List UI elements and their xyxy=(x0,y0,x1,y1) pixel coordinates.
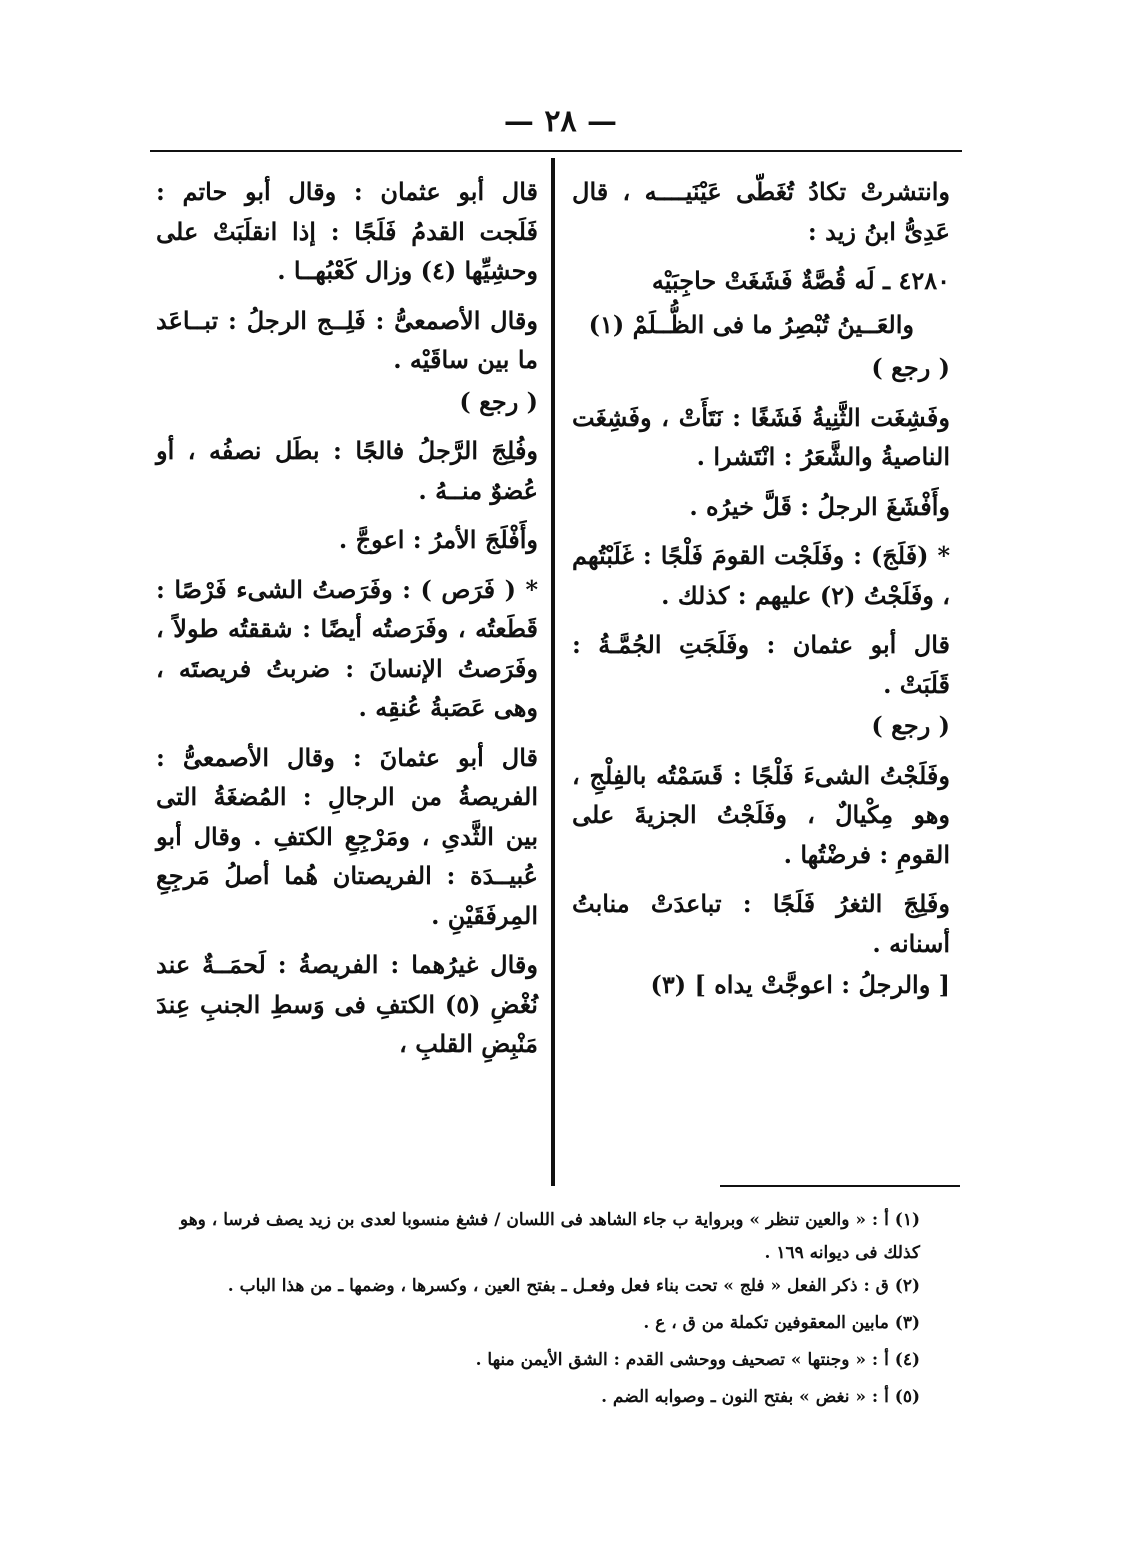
verse-line: ٤٢٨٠ ـ لَه قُصَّةٌ فَشَغَتْ حاجِبَيْه xyxy=(651,266,950,295)
entry-paragraph: * ( فَرَص ) : وفَرَصتُ الشىء فَرْصًا : قَطَعتُه ، وفَرَصتُه أيضًا : شققتُه طولاً ، وفَرَصتُ الإنسانَ : ضربتُ فريصتَه ، وهى عَصَبةُ عُنقِه . xyxy=(156,574,538,722)
page-number: — ٢٨ — xyxy=(503,104,618,139)
paragraph: وانتشرتْ تكادُ تُغَطّى عَيْنَيــــه ، قال عَدِىُّ ابنُ زيد : xyxy=(572,177,950,246)
paragraph: قال أبو عثمان : وقال أبو حاتم : فَلَجت القدمُ فَلَجًا : إذا انقلَبَتْ على وحشِيِّها (٤) وزال كَعْبُهــا . xyxy=(156,177,538,285)
footnotes xyxy=(150,1204,920,1418)
paragraph: وفَشِغَت الثَّنِيةُ فَشَغًا : نَتَأَتْ ، وفَشِغَت الناصيةُ والشَّعَرُ : انْتَشرا . xyxy=(572,402,950,471)
return-tag: ( رجع ) xyxy=(871,353,950,382)
right-column xyxy=(572,172,950,1015)
return-tag: ( رجع ) xyxy=(459,386,538,416)
paragraph: وقال غيرُهما : الفريصةُ : لَحمَــةٌ عند نُغْضِ (٥) الكتفِ فى وَسطِ الجنبِ عِندَ مَنْبِضِ القلبِ ، xyxy=(156,950,538,1058)
return-tag: ( رجع ) xyxy=(871,711,950,740)
paragraph: قال أبو عثمان : وفَلَجَتِ الجُمَّـةُ : قَلَبَتْ . xyxy=(572,630,950,699)
verse-line: والعَــينُ تُبْصِرُ ما فى الظُّــلَمْ (١) xyxy=(588,309,914,339)
header-rule xyxy=(150,150,962,152)
footnote: (٢) ق : ذكر الفعل « فلج » تحت بناء فعل وفعـل ـ بفتح العين ، وكسرها ، وضمها ـ من هذا الباب . xyxy=(227,1276,920,1296)
footnote-rule xyxy=(720,1185,960,1187)
footnote: (٣) مابين المعقوفين تكملة من ق ، ع . xyxy=(643,1313,920,1333)
paragraph: وأَفْلَجَ الأمرُ : اعوجَّ . xyxy=(338,525,538,554)
paragraph: [ والرجلُ : اعوجَّتْ يداه ] (٣) xyxy=(650,970,950,999)
paragraph: قال أبو عثمانَ : وقال الأصمعىُّ : الفريصةُ من الرجالِ : المُضغَةُ التى بين الثَّدىِ ، ومَرْجِعِ الكتفِ . وقال أبو عُبيــدَة : الفريصتان هُما أصلُ مَرجِعِ المِرفَقَيْنِ . xyxy=(156,742,538,930)
footnote: (٥) أ : « نغض » بفتح النون ـ وصوابه الضم . xyxy=(601,1387,920,1407)
paragraph: وأَفْشَغَ الرجلُ : قَلَّ خيرُه . xyxy=(689,491,950,521)
paragraph: وفَلَجْتُ الشىءَ فَلْجًا : قَسَمْتُه بالفِلْجِ ، وهو مِكْيالٌ ، وفَلَجْتُ الجزيةَ على القومِ : فرضْتُها . xyxy=(572,760,950,869)
entry-paragraph: * (فَلَجَ) : وفَلَجْت القومَ فَلْجًا : غَلَبْتُهم ، وفَلَجْتُ (٢) عليهم : كذلك . xyxy=(572,541,950,610)
paragraph: وفُلِجَ الرَّجلُ فالجًا : بطَل نصفُه ، أو عُضوٌ منــهُ . xyxy=(156,436,538,505)
footnote: (٤) أ : « وجنتها » تصحيف ووحشى القدم : الشق الأيمن منها . xyxy=(475,1350,920,1370)
column-divider xyxy=(551,158,555,1186)
paragraph: وفَلِجَ الثغرُ فَلَجًا : تباعدَتْ منابتُ أسنانه . xyxy=(572,889,950,958)
paragraph: وقال الأصمعىُّ : فَلِــج الرجلُ : تبــاعَد ما بين ساقَيْه . xyxy=(156,305,538,374)
footnote: (١) أ : « والعين تنظر » وبرواية ب جاء الشاهد فى اللسان / فشغ منسوبا لعدى بن زيد يصف فرسا ، وهو كذلك فى ديوانه ١٦٩ . xyxy=(179,1210,920,1263)
left-column xyxy=(156,172,538,1074)
